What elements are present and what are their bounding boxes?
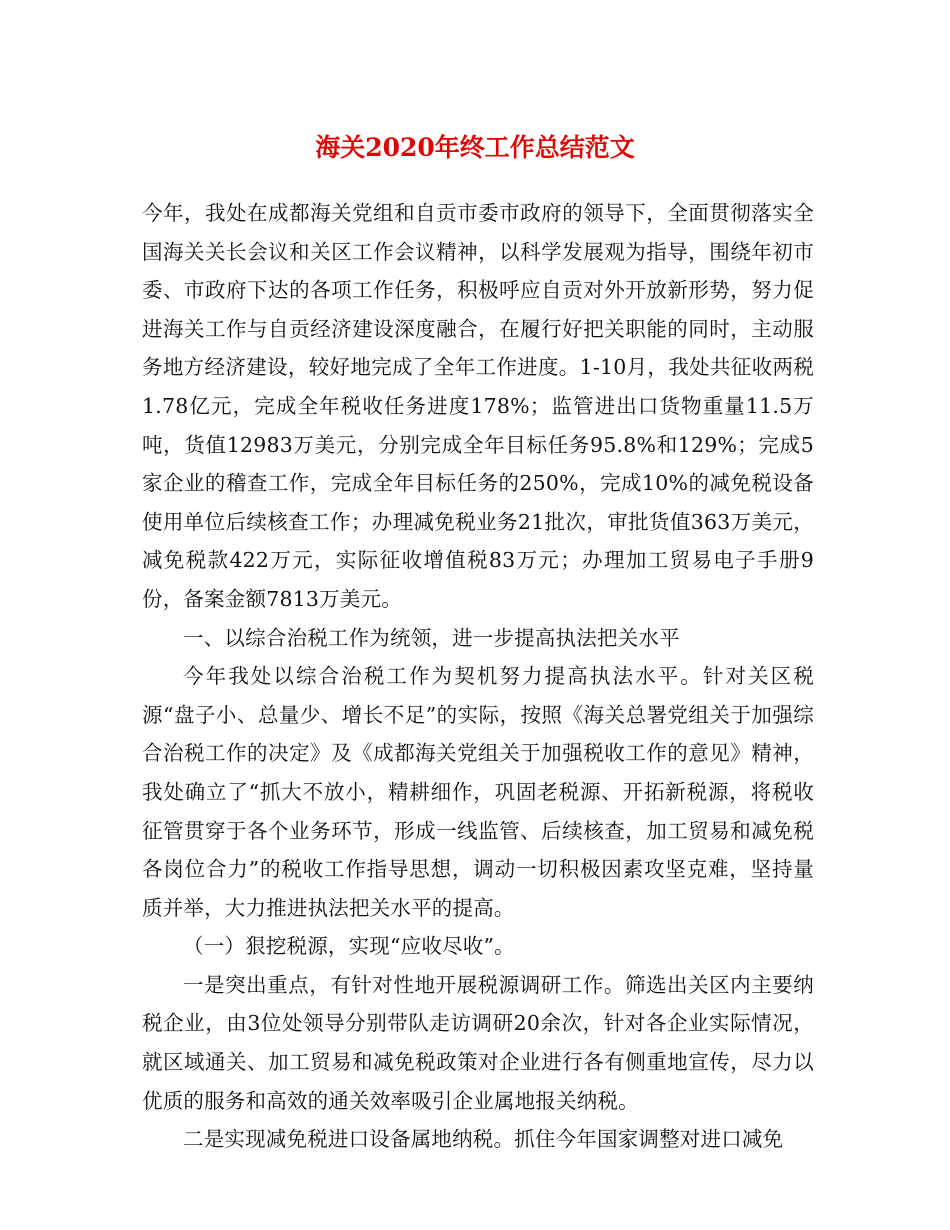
document-body [142, 194, 814, 1159]
subsection-heading-1: （一）狠挖税源，实现“应收尽收”。 [183, 934, 515, 959]
paragraph-intro: 今年，我处在成都海关党组和自贡市委市政府的领导下，全面贯彻落实全国海关关长会议和关区工作会议精神，以科学发展观为指导，围绕年初市委、市政府下达的各项工作任务，积极呼应自贡对外开放新形势，努力促进海关工作与自贡经济建设深度融合，在履行好把关职能的同时，主动服务地方经济建设，较好地完成了全年工作进度。1-10月，我处共征收两税1.78亿元，完成全年税收任务进度178%；监管进出口货物重量11.5万吨，货值12983万美元，分别完成全年目标任务95.8%和129%；完成5家企业的稽查工作，完成全年目标任务的250%，完成10%的减免税设备使用单位后续核查工作；办理减免税业务21批次，审批货值363万美元，减免税款422万元，实际征收增值税83万元；办理加工贸易电子手册9份，备案金额7813万美元。 [142, 201, 814, 611]
paragraph-tax-governance: 今年我处以综合治税工作为契机努力提高执法水平。针对关区税源“盘子小、总量少、增长不足”的实际，按照《海关总署党组关于加强综合治税工作的决定》及《成都海关党组关于加强税收工作的意见》精神，我处确立了“抓大不放小，精耕细作，巩固老税源、开拓新税源，将税收征管贯穿于各个业务环节，形成一线监管、后续核查，加工贸易和减免税各岗位合力”的税收工作指导思想，调动一切积极因素攻坚克难，坚持量质并举，大力推进执法把关水平的提高。 [142, 664, 814, 920]
paragraph-point-1: 一是突出重点，有针对性地开展税源调研工作。筛选出关区内主要纳税企业，由3位处领导分别带队走访调研20余次，针对各企业实际情况，就区域通关、加工贸易和减免税政策对企业进行各有侧重地宣传，尽力以优质的服务和高效的通关效率吸引企业属地报关纳税。 [142, 972, 814, 1113]
section-heading-1: 一、以综合治税工作为统领，进一步提高执法把关水平 [183, 625, 680, 650]
paragraph-point-2: 二是实现减免税进口设备属地纳税。抓住今年国家调整对进口减免 [183, 1127, 784, 1152]
document-title: 海关2020年终工作总结范文 [315, 133, 635, 162]
